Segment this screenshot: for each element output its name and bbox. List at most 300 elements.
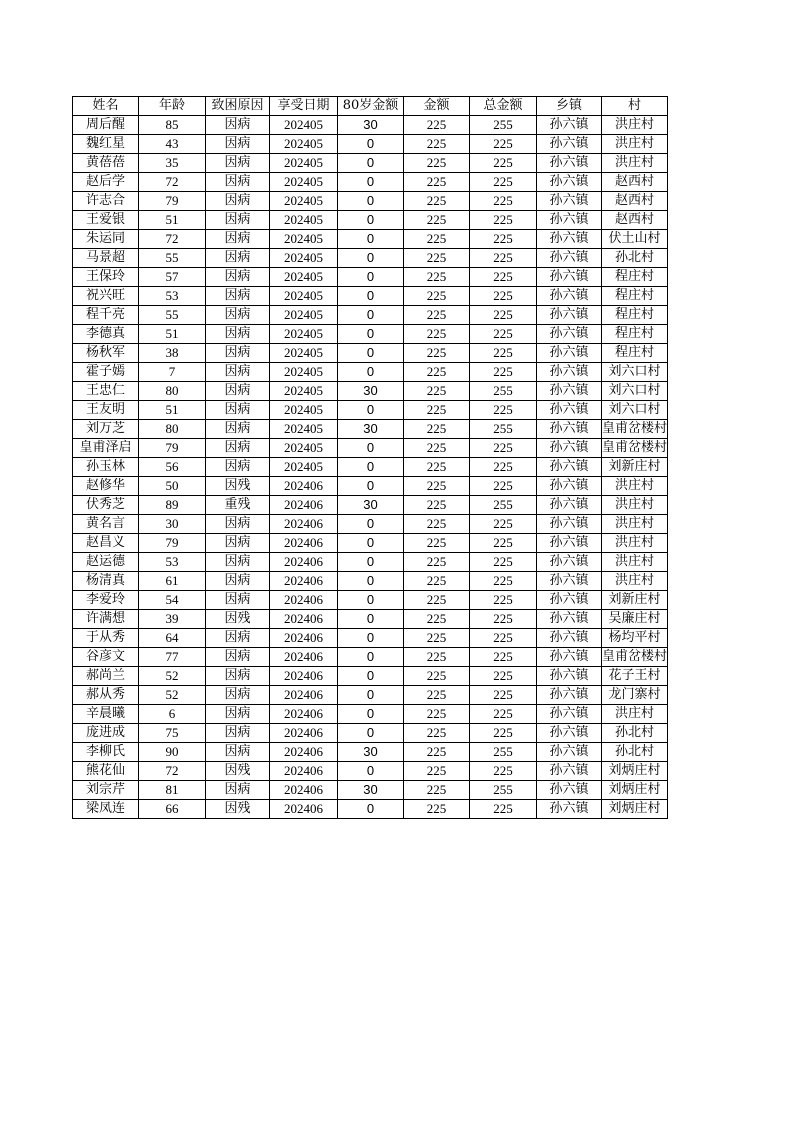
header-date: 享受日期 [270,97,338,116]
cell-age: 72 [139,762,206,781]
cell-age: 80 [139,382,206,401]
cell-reason: 因病 [206,572,270,591]
cell-80-amount: 0 [338,325,404,344]
cell-reason: 因病 [206,306,270,325]
cell-date: 202406 [270,667,338,686]
cell-reason: 因病 [206,553,270,572]
cell-reason: 因残 [206,477,270,496]
cell-town: 孙六镇 [537,344,602,363]
cell-date: 202405 [270,135,338,154]
cell-total: 225 [470,667,537,686]
cell-town: 孙六镇 [537,401,602,420]
cell-date: 202405 [270,211,338,230]
cell-80-amount: 0 [338,667,404,686]
cell-date: 202405 [270,192,338,211]
table-row [73,591,668,610]
cell-date: 202405 [270,116,338,135]
table-body [73,116,668,819]
table-row [73,762,668,781]
cell-name: 杨清真 [73,572,139,591]
cell-total: 225 [470,705,537,724]
cell-name: 王友明 [73,401,139,420]
table-row [73,781,668,800]
cell-age: 89 [139,496,206,515]
cell-reason: 因残 [206,762,270,781]
table-row [73,192,668,211]
cell-name: 杨秋军 [73,344,139,363]
cell-reason: 因病 [206,135,270,154]
cell-total: 225 [470,591,537,610]
table-row [73,420,668,439]
cell-reason: 因病 [206,515,270,534]
cell-age: 55 [139,249,206,268]
cell-town: 孙六镇 [537,439,602,458]
cell-total: 225 [470,648,537,667]
cell-town: 孙六镇 [537,154,602,173]
cell-name: 皇甫泽启 [73,439,139,458]
cell-reason: 因病 [206,173,270,192]
cell-town: 孙六镇 [537,534,602,553]
cell-amount: 225 [404,439,470,458]
cell-village: 皇甫岔楼村 [602,420,668,439]
cell-amount: 225 [404,135,470,154]
cell-reason: 因病 [206,781,270,800]
cell-age: 79 [139,192,206,211]
table-row [73,382,668,401]
cell-name: 刘万芝 [73,420,139,439]
cell-reason: 因病 [206,420,270,439]
cell-town: 孙六镇 [537,306,602,325]
cell-amount: 225 [404,762,470,781]
cell-total: 225 [470,724,537,743]
cell-date: 202406 [270,705,338,724]
cell-town: 孙六镇 [537,724,602,743]
table-row [73,287,668,306]
cell-age: 85 [139,116,206,135]
cell-name: 魏红星 [73,135,139,154]
cell-village: 洪庄村 [602,572,668,591]
cell-80-amount: 30 [338,743,404,762]
cell-reason: 因病 [206,268,270,287]
cell-total: 225 [470,629,537,648]
cell-age: 81 [139,781,206,800]
header-town: 乡镇 [537,97,602,116]
cell-name: 王保玲 [73,268,139,287]
cell-age: 61 [139,572,206,591]
cell-town: 孙六镇 [537,192,602,211]
cell-total: 225 [470,344,537,363]
cell-village: 程庄村 [602,325,668,344]
cell-town: 孙六镇 [537,515,602,534]
cell-amount: 225 [404,382,470,401]
cell-town: 孙六镇 [537,800,602,819]
cell-total: 225 [470,800,537,819]
cell-reason: 因病 [206,401,270,420]
cell-date: 202406 [270,496,338,515]
cell-date: 202406 [270,534,338,553]
cell-town: 孙六镇 [537,477,602,496]
cell-amount: 225 [404,705,470,724]
cell-total: 225 [470,306,537,325]
cell-reason: 因病 [206,629,270,648]
cell-date: 202405 [270,154,338,173]
cell-reason: 因病 [206,363,270,382]
cell-date: 202406 [270,724,338,743]
cell-80-amount: 30 [338,781,404,800]
cell-total: 225 [470,135,537,154]
cell-town: 孙六镇 [537,249,602,268]
cell-village: 洪庄村 [602,534,668,553]
cell-village: 刘六口村 [602,401,668,420]
cell-amount: 225 [404,173,470,192]
cell-town: 孙六镇 [537,762,602,781]
table-row [73,154,668,173]
cell-reason: 因病 [206,648,270,667]
cell-town: 孙六镇 [537,325,602,344]
cell-town: 孙六镇 [537,591,602,610]
header-name: 姓名 [73,97,139,116]
cell-total: 225 [470,458,537,477]
cell-name: 黄名言 [73,515,139,534]
cell-amount: 225 [404,629,470,648]
cell-total: 255 [470,420,537,439]
cell-reason: 重残 [206,496,270,515]
cell-village: 刘新庄村 [602,591,668,610]
cell-age: 52 [139,686,206,705]
cell-reason: 因残 [206,610,270,629]
cell-age: 75 [139,724,206,743]
cell-total: 225 [470,325,537,344]
cell-80-amount: 0 [338,724,404,743]
cell-total: 225 [470,192,537,211]
cell-total: 225 [470,363,537,382]
table-row [73,800,668,819]
cell-amount: 225 [404,230,470,249]
cell-80-amount: 0 [338,249,404,268]
header-total: 总金额 [470,97,537,116]
table-row [73,458,668,477]
cell-amount: 225 [404,515,470,534]
cell-amount: 225 [404,610,470,629]
cell-reason: 因病 [206,116,270,135]
cell-80-amount: 0 [338,344,404,363]
cell-name: 赵昌义 [73,534,139,553]
cell-village: 程庄村 [602,268,668,287]
cell-town: 孙六镇 [537,116,602,135]
cell-date: 202406 [270,572,338,591]
cell-amount: 225 [404,572,470,591]
cell-amount: 225 [404,534,470,553]
cell-reason: 因病 [206,724,270,743]
cell-reason: 因病 [206,591,270,610]
cell-total: 255 [470,496,537,515]
cell-town: 孙六镇 [537,781,602,800]
cell-80-amount: 0 [338,515,404,534]
table-row [73,401,668,420]
cell-date: 202405 [270,306,338,325]
cell-amount: 225 [404,287,470,306]
cell-amount: 225 [404,306,470,325]
table-row [73,325,668,344]
cell-name: 熊花仙 [73,762,139,781]
cell-date: 202406 [270,762,338,781]
cell-date: 202406 [270,553,338,572]
cell-age: 79 [139,439,206,458]
cell-name: 刘宗芹 [73,781,139,800]
cell-village: 刘炳庄村 [602,781,668,800]
cell-80-amount: 0 [338,705,404,724]
cell-total: 225 [470,230,537,249]
cell-total: 225 [470,477,537,496]
cell-date: 202405 [270,268,338,287]
cell-name: 于从秀 [73,629,139,648]
cell-80-amount: 0 [338,553,404,572]
cell-amount: 225 [404,667,470,686]
table-row [73,135,668,154]
cell-village: 孙北村 [602,724,668,743]
cell-town: 孙六镇 [537,420,602,439]
cell-age: 64 [139,629,206,648]
cell-town: 孙六镇 [537,287,602,306]
cell-village: 洪庄村 [602,496,668,515]
cell-village: 洪庄村 [602,154,668,173]
cell-age: 56 [139,458,206,477]
cell-total: 225 [470,401,537,420]
table-row [73,363,668,382]
cell-town: 孙六镇 [537,135,602,154]
cell-amount: 225 [404,743,470,762]
cell-total: 255 [470,116,537,135]
cell-reason: 因病 [206,249,270,268]
cell-amount: 225 [404,724,470,743]
cell-village: 刘新庄村 [602,458,668,477]
cell-reason: 因病 [206,686,270,705]
cell-date: 202406 [270,477,338,496]
cell-total: 225 [470,154,537,173]
cell-total: 255 [470,382,537,401]
cell-town: 孙六镇 [537,496,602,515]
cell-reason: 因残 [206,800,270,819]
cell-name: 程千亮 [73,306,139,325]
cell-town: 孙六镇 [537,705,602,724]
cell-amount: 225 [404,553,470,572]
cell-amount: 225 [404,268,470,287]
cell-village: 杨均平村 [602,629,668,648]
cell-age: 6 [139,705,206,724]
header-reason: 致困原因 [206,97,270,116]
cell-date: 202405 [270,382,338,401]
cell-reason: 因病 [206,534,270,553]
cell-date: 202406 [270,800,338,819]
cell-date: 202405 [270,401,338,420]
cell-date: 202405 [270,325,338,344]
cell-80-amount: 0 [338,458,404,477]
table-row [73,268,668,287]
cell-total: 225 [470,762,537,781]
cell-village: 洪庄村 [602,116,668,135]
cell-reason: 因病 [206,344,270,363]
cell-date: 202405 [270,173,338,192]
cell-village: 赵西村 [602,173,668,192]
cell-town: 孙六镇 [537,553,602,572]
cell-amount: 225 [404,420,470,439]
cell-80-amount: 30 [338,116,404,135]
cell-80-amount: 0 [338,192,404,211]
cell-date: 202406 [270,629,338,648]
cell-total: 255 [470,743,537,762]
table-row [73,496,668,515]
cell-date: 202405 [270,420,338,439]
cell-name: 祝兴旺 [73,287,139,306]
cell-town: 孙六镇 [537,230,602,249]
cell-reason: 因病 [206,325,270,344]
cell-age: 53 [139,553,206,572]
cell-80-amount: 0 [338,154,404,173]
table-row [73,724,668,743]
cell-date: 202406 [270,743,338,762]
header-age: 年龄 [139,97,206,116]
cell-total: 225 [470,610,537,629]
cell-80-amount: 0 [338,534,404,553]
cell-age: 72 [139,230,206,249]
cell-village: 孙北村 [602,743,668,762]
cell-80-amount: 0 [338,173,404,192]
cell-age: 35 [139,154,206,173]
table-row [73,743,668,762]
cell-village: 吴廉庄村 [602,610,668,629]
cell-amount: 225 [404,781,470,800]
cell-town: 孙六镇 [537,458,602,477]
cell-reason: 因病 [206,439,270,458]
cell-total: 225 [470,173,537,192]
cell-total: 225 [470,553,537,572]
cell-town: 孙六镇 [537,268,602,287]
cell-date: 202405 [270,287,338,306]
cell-name: 庞进成 [73,724,139,743]
cell-village: 皇甫岔楼村 [602,648,668,667]
cell-reason: 因病 [206,458,270,477]
cell-amount: 225 [404,591,470,610]
cell-name: 霍子嫣 [73,363,139,382]
cell-town: 孙六镇 [537,610,602,629]
cell-name: 周后醒 [73,116,139,135]
table-row [73,667,668,686]
cell-village: 刘炳庄村 [602,800,668,819]
cell-total: 225 [470,268,537,287]
cell-age: 51 [139,401,206,420]
cell-age: 30 [139,515,206,534]
cell-amount: 225 [404,192,470,211]
cell-village: 赵西村 [602,211,668,230]
cell-amount: 225 [404,344,470,363]
cell-town: 孙六镇 [537,382,602,401]
cell-amount: 225 [404,325,470,344]
table-row [73,705,668,724]
table-row [73,648,668,667]
table-row [73,553,668,572]
cell-80-amount: 0 [338,800,404,819]
cell-village: 花子王村 [602,667,668,686]
cell-village: 龙门寨村 [602,686,668,705]
cell-town: 孙六镇 [537,743,602,762]
cell-reason: 因病 [206,287,270,306]
cell-date: 202405 [270,344,338,363]
cell-amount: 225 [404,800,470,819]
cell-village: 程庄村 [602,287,668,306]
table-row [73,230,668,249]
cell-town: 孙六镇 [537,629,602,648]
cell-amount: 225 [404,154,470,173]
cell-total: 225 [470,211,537,230]
cell-80-amount: 0 [338,686,404,705]
cell-town: 孙六镇 [537,173,602,192]
cell-village: 伏土山村 [602,230,668,249]
cell-name: 许满想 [73,610,139,629]
cell-reason: 因病 [206,743,270,762]
cell-village: 程庄村 [602,306,668,325]
cell-age: 66 [139,800,206,819]
cell-name: 梁凤连 [73,800,139,819]
cell-reason: 因病 [206,192,270,211]
cell-age: 57 [139,268,206,287]
cell-age: 51 [139,211,206,230]
cell-name: 王爱银 [73,211,139,230]
cell-amount: 225 [404,496,470,515]
cell-date: 202405 [270,439,338,458]
table-row [73,686,668,705]
cell-village: 皇甫岔楼村 [602,439,668,458]
cell-date: 202406 [270,648,338,667]
cell-age: 52 [139,667,206,686]
cell-name: 辛晨曦 [73,705,139,724]
cell-80-amount: 0 [338,287,404,306]
cell-age: 79 [139,534,206,553]
cell-name: 郝从秀 [73,686,139,705]
cell-name: 王忠仁 [73,382,139,401]
cell-village: 刘六口村 [602,382,668,401]
table-row [73,116,668,135]
cell-name: 朱运同 [73,230,139,249]
cell-village: 赵西村 [602,192,668,211]
cell-amount: 225 [404,648,470,667]
cell-age: 72 [139,173,206,192]
cell-total: 225 [470,515,537,534]
cell-age: 54 [139,591,206,610]
cell-amount: 225 [404,116,470,135]
cell-amount: 225 [404,477,470,496]
cell-village: 洪庄村 [602,705,668,724]
cell-reason: 因病 [206,705,270,724]
cell-reason: 因病 [206,667,270,686]
cell-amount: 225 [404,686,470,705]
cell-amount: 225 [404,211,470,230]
table-row [73,572,668,591]
cell-80-amount: 0 [338,135,404,154]
cell-total: 225 [470,249,537,268]
cell-80-amount: 0 [338,610,404,629]
cell-age: 51 [139,325,206,344]
cell-name: 许志合 [73,192,139,211]
cell-80-amount: 0 [338,211,404,230]
cell-total: 225 [470,534,537,553]
cell-name: 郝尚兰 [73,667,139,686]
cell-total: 225 [470,686,537,705]
cell-age: 80 [139,420,206,439]
cell-80-amount: 0 [338,762,404,781]
cell-town: 孙六镇 [537,363,602,382]
table-row [73,515,668,534]
cell-village: 洪庄村 [602,135,668,154]
